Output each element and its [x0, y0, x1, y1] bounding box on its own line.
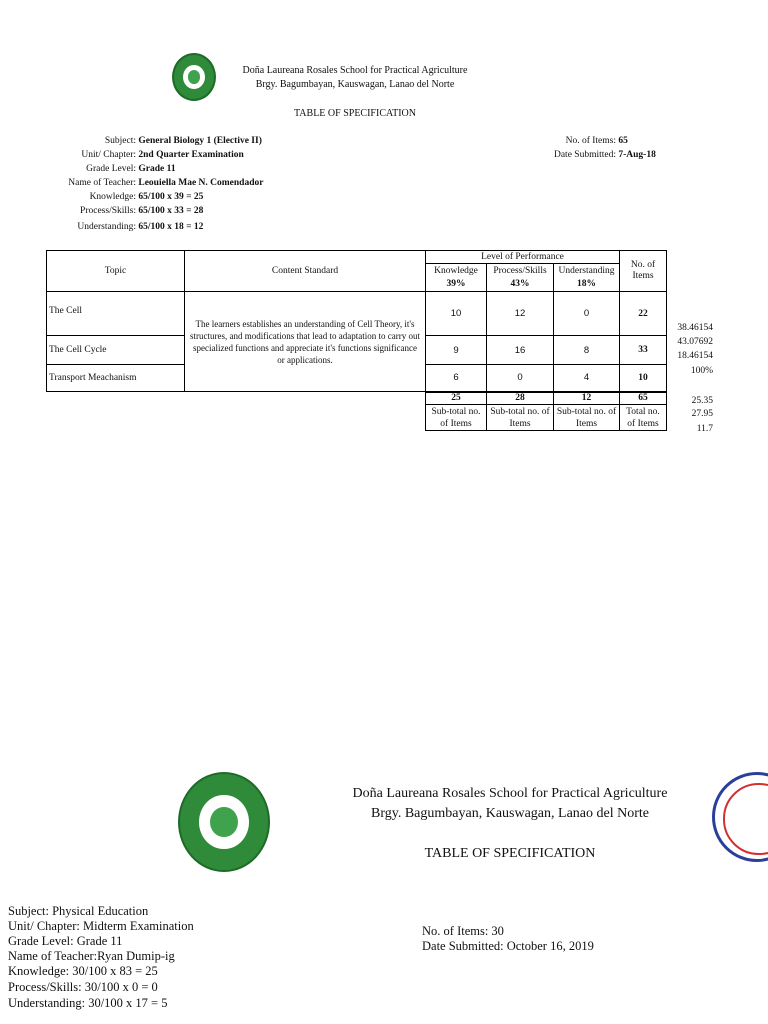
knowledge-cell: 10	[426, 292, 487, 336]
field-knowledge: Knowledge: 30/100 x 83 = 25	[8, 964, 158, 978]
field-subject: Subject: Physical Education	[8, 904, 149, 918]
topic-header: Topic	[47, 251, 185, 292]
subtotal-label: Sub-total no. of Items	[487, 405, 554, 431]
side-value: 25.35	[691, 396, 713, 406]
content-standard-header: Content Standard	[185, 251, 426, 292]
side-value: 43.07692	[677, 337, 713, 347]
school-logo-icon	[178, 772, 270, 872]
field-process: Process/Skills: 30/100 x 0 = 0	[8, 980, 158, 994]
items-cell: 10	[620, 365, 667, 392]
topic-cell: The Cell	[47, 292, 185, 336]
deped-seal-icon	[712, 772, 768, 862]
field-unit: Unit/ Chapter: 2nd Quarter Examination	[81, 150, 244, 160]
items-header: No. of Items	[620, 251, 667, 292]
side-value: 18.46154	[677, 351, 713, 361]
side-value: 11.7	[696, 424, 713, 434]
table-row	[47, 292, 667, 336]
knowledge-cell: 6	[426, 365, 487, 392]
level-header: Level of Performance	[426, 251, 620, 264]
topic-cell: Transport Meachanism	[47, 365, 185, 392]
field-understanding: Understanding: 65/100 x 18 = 12	[77, 222, 204, 232]
field-teacher: Name of Teacher: Leouiella Mae N. Comendador	[68, 178, 264, 188]
subtotal-label: Sub-total no. of Items	[426, 405, 487, 431]
process-cell: 12	[487, 292, 554, 336]
field-unit: Unit/ Chapter: Midterm Examination	[8, 919, 194, 933]
items-cell: 22	[620, 292, 667, 336]
items-cell: 33	[620, 336, 667, 365]
topic-cell: The Cell Cycle	[47, 336, 185, 365]
school-address: Brgy. Bagumbayan, Kauswagan, Lanao del Norte	[255, 79, 455, 90]
field-no-items: No. of Items: 65	[565, 136, 628, 146]
school-logo-icon	[172, 53, 216, 101]
process-cell: 0	[487, 365, 554, 392]
understanding-cell: 4	[554, 365, 620, 392]
understanding-cell: 8	[554, 336, 620, 365]
total-items: 65	[620, 392, 667, 405]
side-value: 38.46154	[677, 323, 713, 333]
field-knowledge: Knowledge: 65/100 x 39 = 25	[89, 192, 204, 202]
field-grade: Grade Level: Grade 11	[86, 164, 176, 174]
level-understanding: Understanding 18%	[554, 264, 620, 292]
total-understanding: 12	[554, 392, 620, 405]
subtotal-label: Sub-total no. of Items	[554, 405, 620, 431]
side-value: 27.95	[691, 409, 713, 419]
field-date-submitted: Date Submitted: October 16, 2019	[422, 939, 594, 953]
total-process: 28	[487, 392, 554, 405]
field-process: Process/Skills: 65/100 x 33 = 28	[80, 206, 204, 216]
total-label: Total no. of Items	[620, 405, 667, 431]
knowledge-cell: 9	[426, 336, 487, 365]
process-cell: 16	[487, 336, 554, 365]
understanding-cell: 0	[554, 292, 620, 336]
doc-title: TABLE OF SPECIFICATION	[294, 108, 416, 119]
total-knowledge: 25	[426, 392, 487, 405]
specification-table	[46, 250, 667, 431]
field-no-items: No. of Items: 30	[422, 924, 504, 938]
field-grade: Grade Level: Grade 11	[8, 934, 123, 948]
field-teacher: Name of Teacher:Ryan Dumip-ig	[8, 949, 175, 963]
totals-row	[47, 392, 667, 405]
content-standard-text: The learners establishes an understanding of Cell Theory, it's structures, and modifications that lead to adaptation to carry out specialized functions and appreciate it's functions significance or applications.	[185, 292, 426, 392]
doc-title: TABLE OF SPECIFICATION	[424, 846, 596, 861]
school-address: Brgy. Bagumbayan, Kauswagan, Lanao del Norte	[371, 806, 649, 821]
field-date-submitted: Date Submitted: 7-Aug-18	[553, 150, 656, 160]
school-name: Doña Laureana Rosales School for Practical Agriculture	[242, 65, 468, 76]
school-name: Doña Laureana Rosales School for Practical Agriculture	[352, 786, 668, 801]
side-value: 100%	[690, 366, 713, 376]
field-subject: Subject: General Biology 1 (Elective II)	[104, 136, 262, 146]
subtotal-label-row	[47, 405, 667, 431]
field-understanding: Understanding: 30/100 x 17 = 5	[8, 996, 168, 1010]
level-process: Process/Skills 43%	[487, 264, 554, 292]
level-knowledge: Knowledge 39%	[426, 264, 487, 292]
